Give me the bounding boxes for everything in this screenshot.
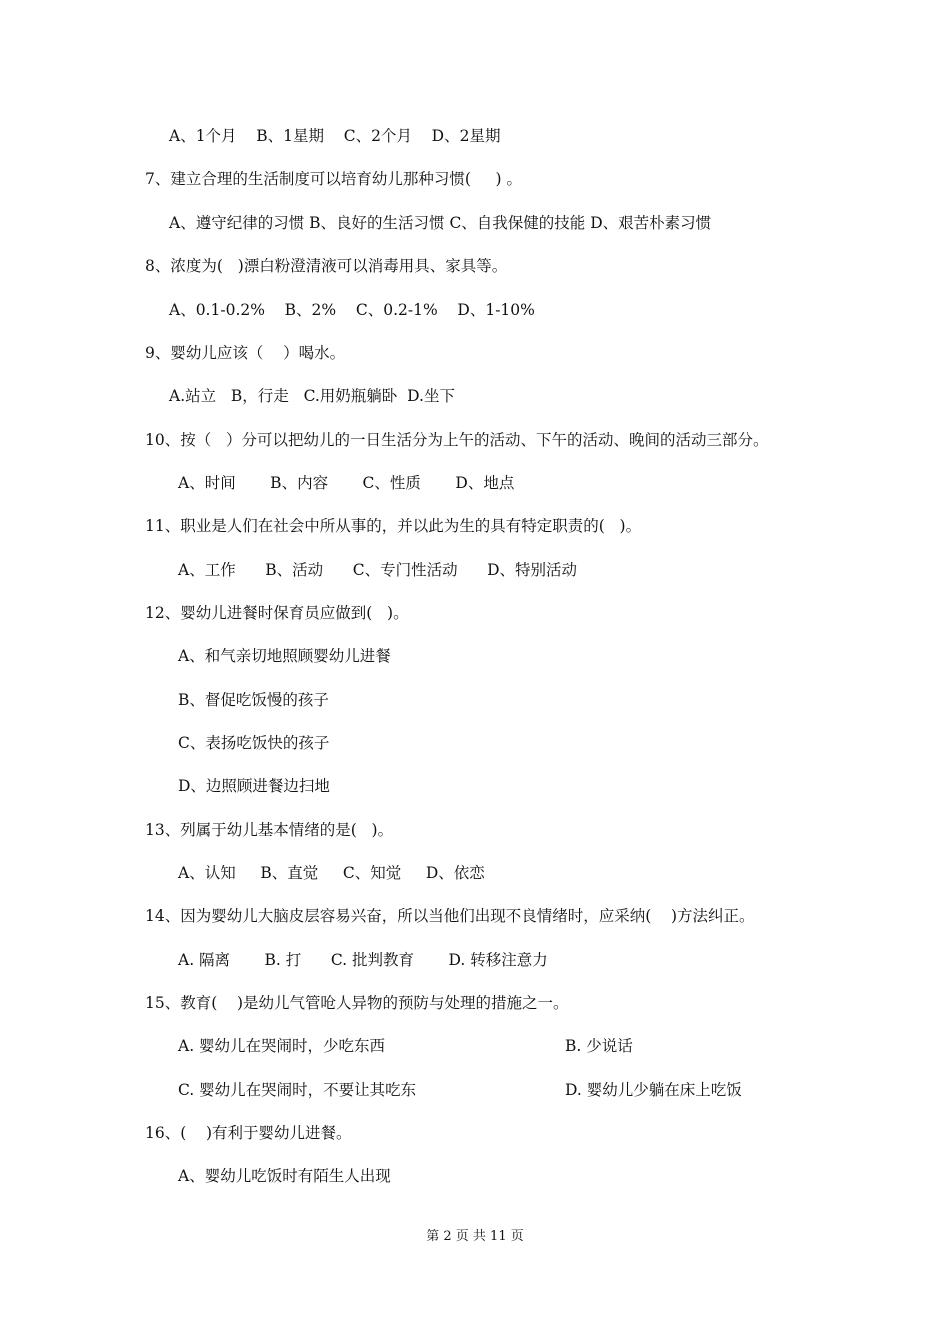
q10-stem: 10、按（ ）分可以把幼儿的一日生活分为上午的活动、下午的活动、晚间的活动三部分。 — [145, 431, 769, 449]
q15-stem: 15、教育( )是幼儿气管呛人异物的预防与处理的措施之一。 — [145, 994, 569, 1012]
q15-option-d: D. 婴幼儿少躺在床上吃饭 — [565, 1081, 742, 1099]
q10-options: A、时间 B、内容 C、性质 D、地点 — [178, 474, 515, 492]
q12-option-b: B、督促吃饭慢的孩子 — [178, 691, 329, 709]
q9-options: A.站立 B，行走 C.用奶瓶躺卧 D.坐下 — [169, 387, 455, 405]
q12-option-c: C、表扬吃饭快的孩子 — [178, 734, 330, 752]
page-footer: 第 2 页 共 11 页 — [426, 1229, 524, 1244]
q12-option-a: A、和气亲切地照顾婴幼儿进餐 — [178, 647, 391, 665]
q16-option-a: A、婴幼儿吃饭时有陌生人出现 — [178, 1167, 391, 1185]
q6-options: A、1个月 B、1星期 C、2个月 D、2星期 — [169, 127, 501, 145]
q9-stem: 9、婴幼儿应该（ ）喝水。 — [145, 344, 346, 362]
q8-options: A、0.1-0.2% B、2% C、0.2-1% D、1-10% — [169, 301, 535, 319]
q11-stem: 11、职业是人们在社会中所从事的，并以此为生的具有特定职责的( )。 — [145, 517, 642, 535]
q12-option-d: D、边照顾进餐边扫地 — [178, 777, 330, 795]
q15-option-b: B. 少说话 — [565, 1037, 633, 1055]
q14-options: A. 隔离 B. 打 C. 批判教育 D. 转移注意力 — [178, 951, 548, 969]
q13-options: A、认知 B、直觉 C、知觉 D、依恋 — [178, 864, 485, 882]
q15-option-c: C. 婴幼儿在哭闹时，不要让其吃东 — [178, 1081, 417, 1099]
q16-stem: 16、( )有利于婴幼儿进餐。 — [145, 1124, 352, 1142]
q7-options: A、遵守纪律的习惯 B、良好的生活习惯 C、自我保健的技能 D、艰苦朴素习惯 — [169, 214, 712, 232]
q12-stem: 12、婴幼儿进餐时保育员应做到( )。 — [145, 604, 409, 622]
q13-stem: 13、列属于幼儿基本情绪的是( )。 — [145, 821, 394, 839]
q7-stem: 7、建立合理的生活制度可以培育幼儿那种习惯( ) 。 — [145, 170, 523, 188]
q8-stem: 8、浓度为( )漂白粉澄清液可以消毒用具、家具等。 — [145, 257, 508, 275]
q11-options: A、工作 B、活动 C、专门性活动 D、特别活动 — [178, 561, 578, 579]
q14-stem: 14、因为婴幼儿大脑皮层容易兴奋，所以当他们出现不良情绪时，应采纳( )方法纠正。 — [145, 907, 755, 925]
q15-option-a: A. 婴幼儿在哭闹时，少吃东西 — [178, 1037, 386, 1055]
